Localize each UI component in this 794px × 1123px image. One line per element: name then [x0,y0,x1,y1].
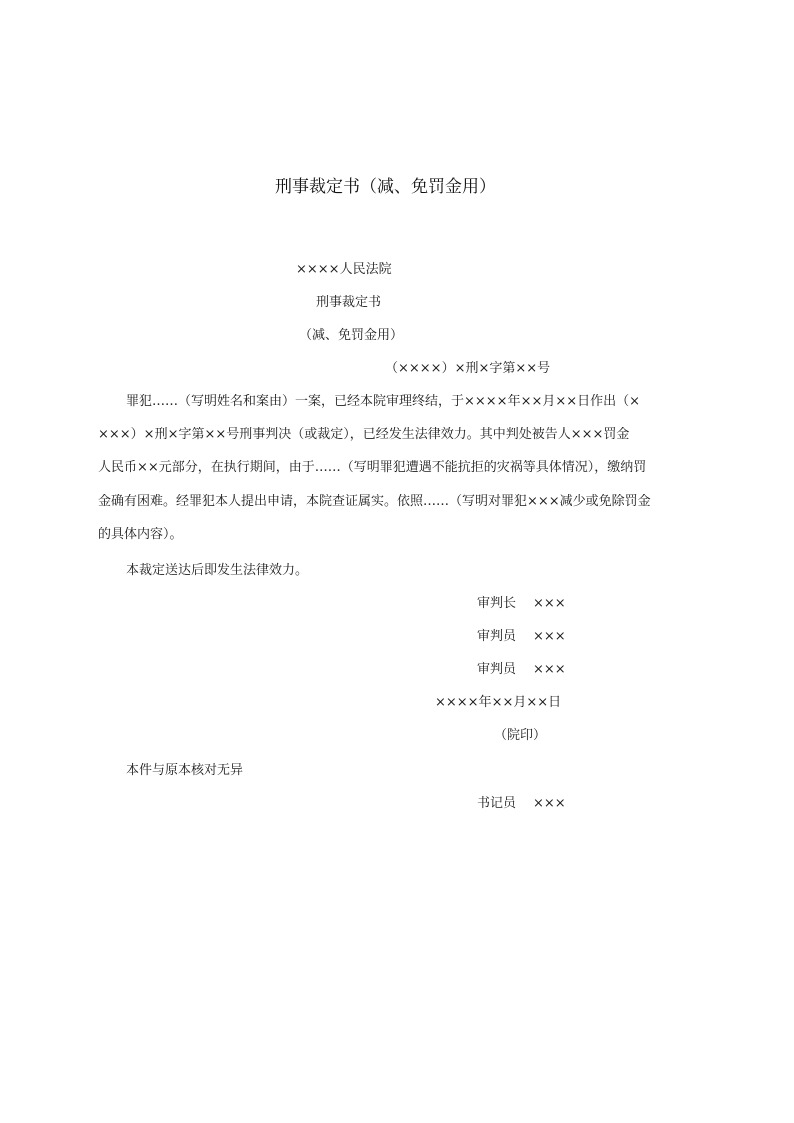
signature-role: 审判员 [477,629,517,644]
document-type: 刑事裁定书 [316,295,382,310]
document-subtitle: （减、免罚金用） [299,328,404,343]
signature-clerk [477,796,566,812]
signature-role: 审判员 [477,662,517,677]
signature-name: ××× [533,629,566,644]
body-line-4: 金确有困难。经罪犯本人提出申请，本院查证属实。依照……（写明对罪犯×××减少或免除罚金 [98,494,651,509]
case-number: （××××）×刑×字第××号 [385,361,551,376]
effect-statement: 本裁定送达后即发生法律效力。 [126,563,309,578]
verification-note: 本件与原本核对无异 [126,763,244,778]
body-line-3: 人民币××元部分，在执行期间，由于……（写明罪犯遭遇不能抗拒的灾祸等具体情况），缴纳罚 [98,460,647,475]
signature-name: ××× [533,662,566,677]
body-line-2: ×××）×刑×字第××号刑事判决（或裁定），已经发生法律效力。其中判处被告人×××罚金 [98,427,630,442]
signature-role: 书记员 [477,796,517,811]
body-line-1: 罪犯……（写明姓名和案由）一案，已经本院审理终结，于××××年××月××日作出（× [126,394,641,409]
signature-judge-1 [477,629,566,645]
document-title: 刑事裁定书（减、免罚金用） [275,177,496,197]
decision-date: ××××年××月××日 [435,695,562,710]
body-line-5: 的具体内容）。 [98,527,183,542]
signature-chief-judge [477,596,566,612]
signature-name: ××× [533,596,566,611]
court-name: ××××人民法院 [296,262,392,277]
signature-judge-2 [477,662,566,678]
signature-role: 审判长 [477,596,517,611]
signature-name: ××× [533,796,566,811]
court-seal: （院印） [494,728,547,743]
